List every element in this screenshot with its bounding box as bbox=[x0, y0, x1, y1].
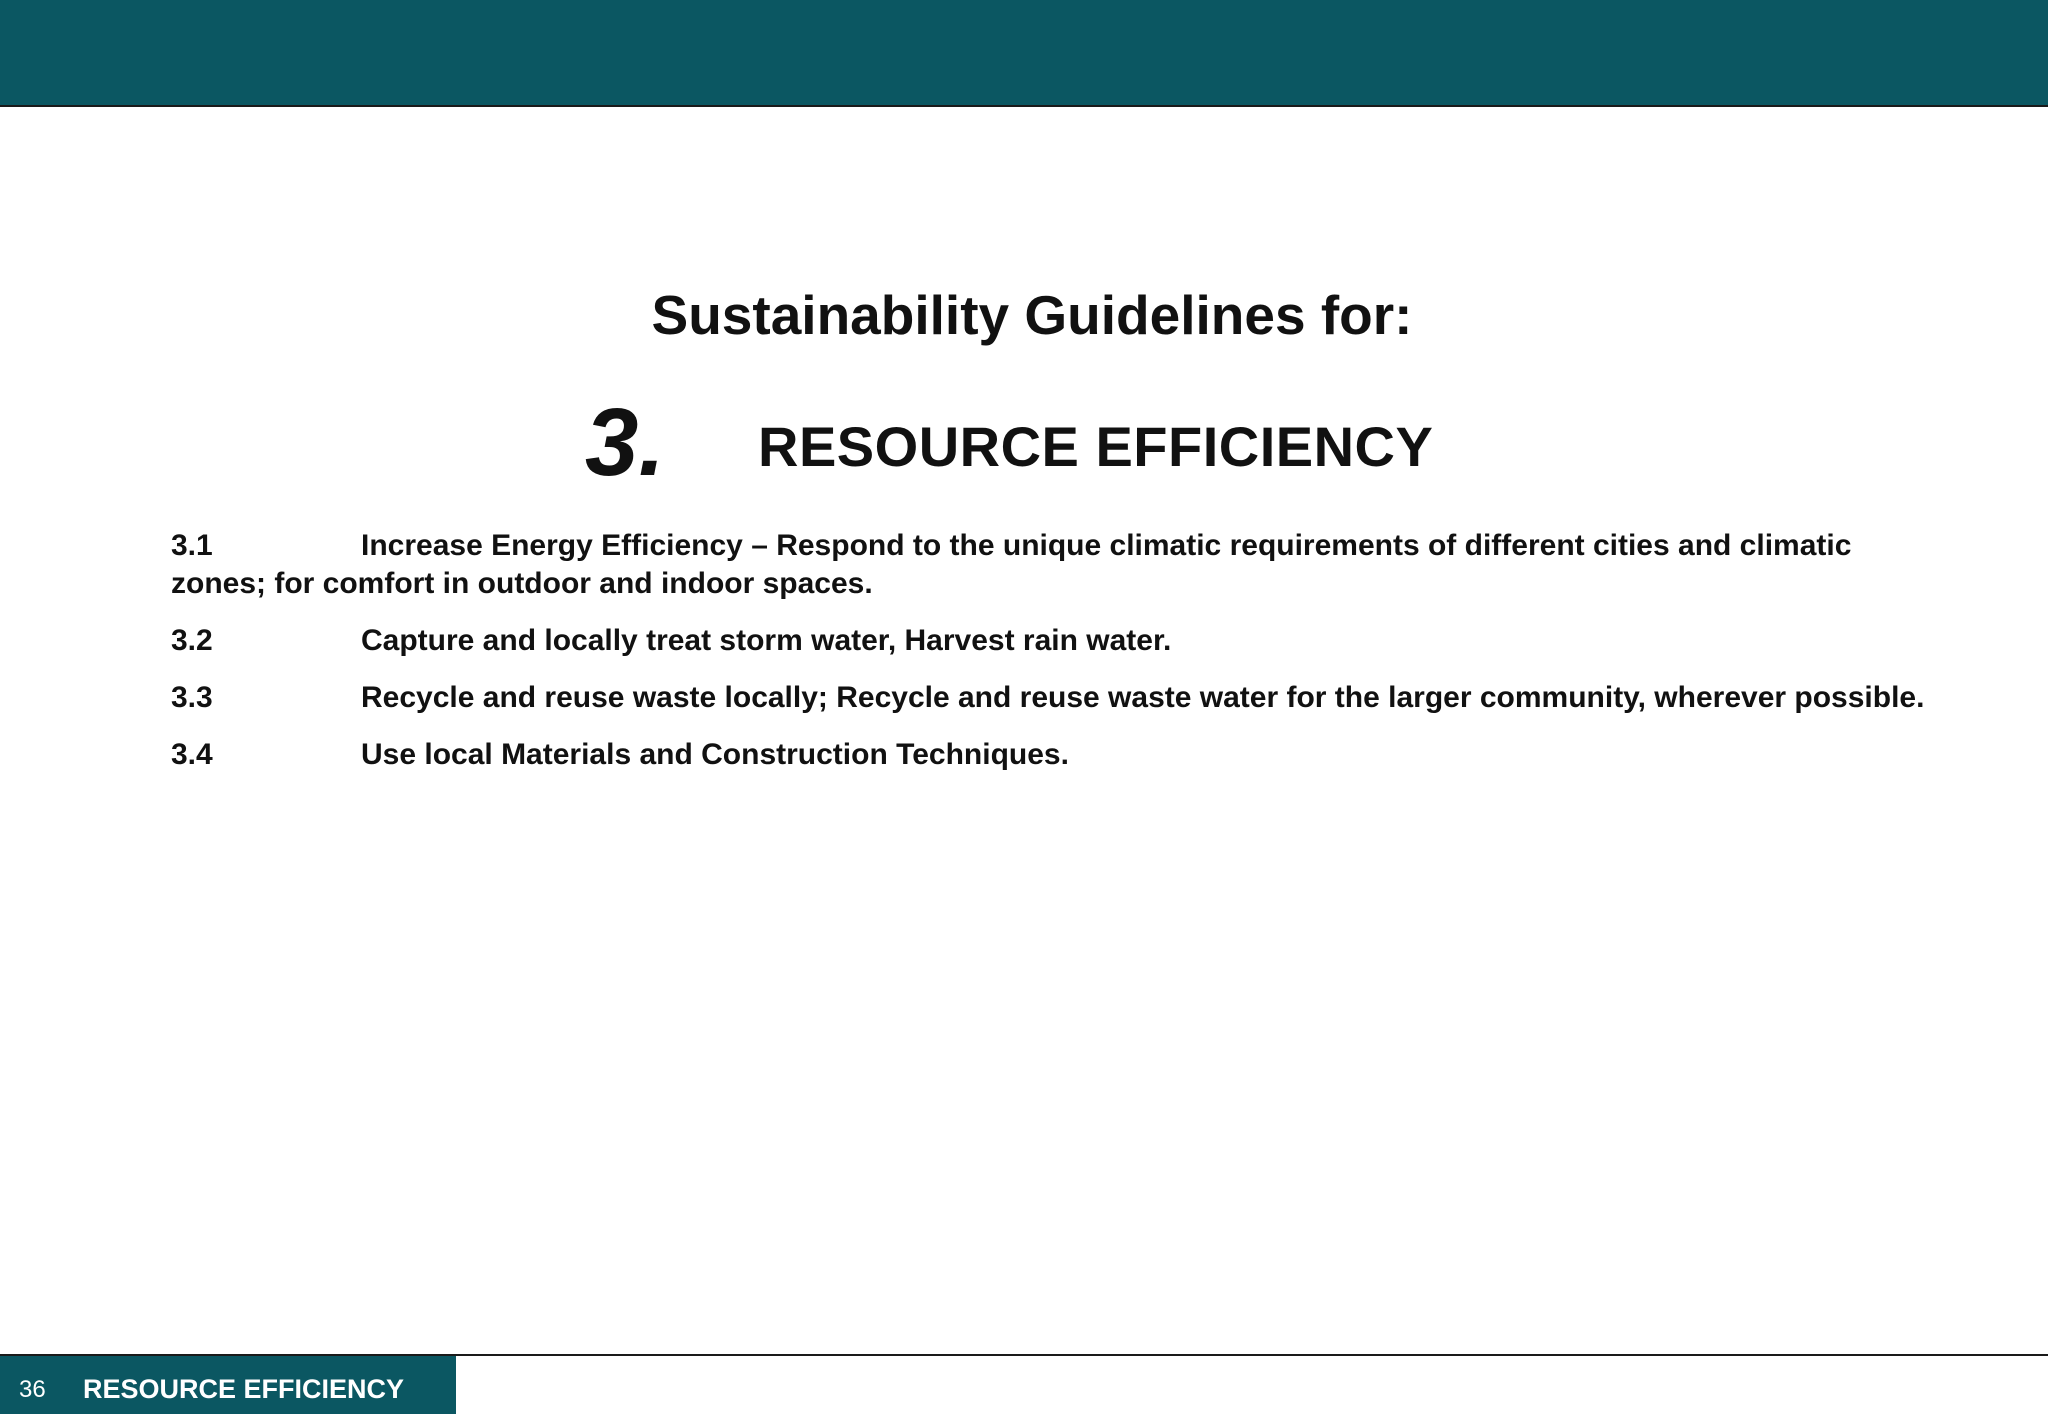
guideline-number: 3.3 bbox=[171, 681, 213, 714]
guideline-item bbox=[171, 622, 1931, 660]
guideline-number: 3.1 bbox=[171, 529, 213, 562]
guideline-item bbox=[171, 736, 1931, 774]
guideline-text: Capture and locally treat storm water, Harvest rain water. bbox=[361, 624, 1172, 657]
guideline-text: Use local Materials and Construction Techniques. bbox=[361, 738, 1069, 771]
chapter-number: 3. bbox=[585, 389, 666, 496]
guideline-text: Increase Energy Efficiency – Respond to the unique climatic requirements of different cities and climatic zones; for comfort in outdoor and indoor spaces. bbox=[171, 529, 1852, 600]
header-band bbox=[0, 0, 2048, 107]
footer-section-label: RESOURCE EFFICIENCY bbox=[83, 1374, 405, 1404]
guideline-item bbox=[171, 527, 1931, 603]
chapter-title-block bbox=[0, 380, 2048, 500]
page-heading: Sustainability Guidelines for: bbox=[651, 284, 1413, 346]
guideline-number: 3.2 bbox=[171, 624, 213, 657]
footer-section-tab bbox=[0, 1356, 456, 1414]
guideline-text: Recycle and reuse waste locally; Recycle and reuse waste water for the larger community, wherever possible. bbox=[361, 681, 1925, 714]
guidelines-list bbox=[171, 527, 1931, 793]
guideline-item bbox=[171, 679, 1931, 717]
guideline-number: 3.4 bbox=[171, 738, 213, 771]
chapter-title: RESOURCE EFFICIENCY bbox=[758, 415, 1434, 478]
page-number: 36 bbox=[19, 1376, 46, 1403]
